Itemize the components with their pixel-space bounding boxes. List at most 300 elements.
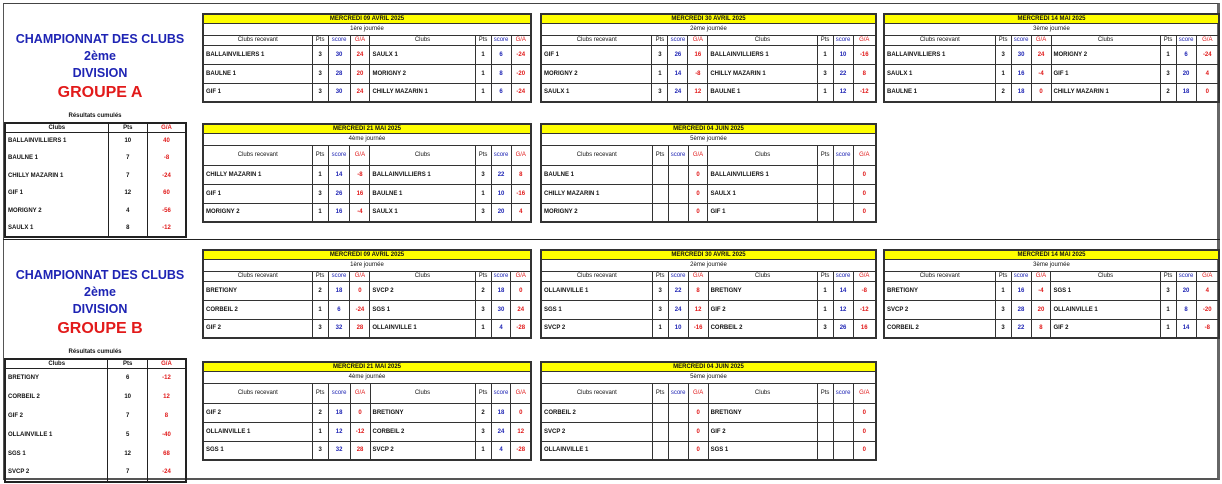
- col-score: score: [668, 35, 688, 45]
- club-pts: 5: [108, 425, 148, 444]
- col-clubs-recevant: Clubs recevant: [203, 145, 312, 165]
- away-score: 26: [833, 319, 853, 338]
- home-ga: 28: [350, 319, 370, 338]
- home-club: GIF 1: [203, 184, 312, 203]
- round-header-row: [541, 145, 876, 165]
- home-club: CORBEIL 2: [203, 300, 312, 319]
- home-club: GIF 2: [203, 403, 312, 422]
- home-club: BAULNE 1: [541, 165, 652, 184]
- home-ga: 12: [688, 83, 708, 102]
- home-score: 18: [1011, 83, 1031, 102]
- away-club: SAULX 1: [370, 203, 475, 222]
- club-name: CORBEIL 2: [5, 387, 108, 406]
- col-clubs: Clubs: [370, 35, 475, 45]
- home-club: BRETIGNY: [203, 281, 312, 300]
- standings-row: [5, 132, 186, 150]
- club-pts: 12: [108, 444, 148, 463]
- col-pts: Pts: [312, 35, 328, 45]
- title-line-2: DIVISION: [72, 302, 128, 316]
- home-ga: -4: [1031, 64, 1051, 83]
- home-pts: 3: [652, 281, 668, 300]
- away-club: SGS 1: [1051, 281, 1160, 300]
- col-ga: G/A: [147, 359, 186, 368]
- col-score: score: [491, 383, 511, 403]
- away-ga: -28: [511, 319, 531, 338]
- club-pts: 6: [108, 368, 148, 387]
- club-pts: 7: [108, 406, 148, 425]
- home-club: SVCP 2: [884, 300, 995, 319]
- match-row: [203, 300, 531, 319]
- away-ga: -20: [1196, 300, 1219, 319]
- home-ga: 12: [688, 300, 708, 319]
- away-club: BRETIGNY: [370, 403, 475, 422]
- round-header-row: [541, 271, 876, 281]
- away-club: OLLAINVILLE 1: [1051, 300, 1160, 319]
- cumulative-results-label: Résultats cumulés: [68, 349, 122, 355]
- club-ga: -56: [148, 202, 187, 220]
- home-score: 12: [328, 422, 350, 441]
- away-score: 10: [491, 184, 511, 203]
- away-club: MORIGNY 2: [370, 64, 475, 83]
- col-pts: Pts: [817, 383, 833, 403]
- home-score: 30: [328, 83, 350, 102]
- match-row: [541, 45, 876, 64]
- match-row: [203, 165, 531, 184]
- home-pts: 1: [652, 319, 668, 338]
- col-clubs-recevant: Clubs recevant: [541, 35, 652, 45]
- club-ga: 68: [147, 444, 186, 463]
- standings-row: [5, 463, 186, 482]
- col-clubs-recevant: Clubs recevant: [541, 271, 652, 281]
- championship-title: [4, 267, 196, 318]
- away-score: 18: [491, 403, 511, 422]
- away-ga: 0: [853, 203, 876, 222]
- home-score: 30: [1011, 45, 1031, 64]
- away-score: 22: [833, 64, 853, 83]
- home-ga: 16: [688, 45, 708, 64]
- standings-row: [5, 150, 186, 168]
- away-ga: 4: [1196, 64, 1219, 83]
- club-name: BAULNE 1: [5, 150, 108, 168]
- standings-table: [4, 358, 187, 483]
- standings-row: [5, 167, 186, 185]
- standings-row: [5, 220, 186, 238]
- home-score: 24: [668, 300, 688, 319]
- col-clubs-recevant: Clubs recevant: [203, 383, 312, 403]
- home-pts: 2: [312, 403, 328, 422]
- match-row: [203, 45, 531, 64]
- away-club: GIF 2: [1051, 319, 1160, 338]
- col-score: score: [491, 145, 511, 165]
- col-pts: Pts: [652, 271, 668, 281]
- home-club: GIF 2: [203, 319, 312, 338]
- col-score: score: [668, 271, 688, 281]
- home-score: [668, 184, 688, 203]
- col-pts: Pts: [817, 145, 833, 165]
- col-score: score: [668, 145, 688, 165]
- match-row: [541, 403, 876, 422]
- away-pts: 1: [475, 184, 491, 203]
- away-ga: 0: [853, 184, 876, 203]
- col-ga: G/A: [853, 35, 876, 45]
- home-pts: 1: [995, 281, 1011, 300]
- col-ga: G/A: [688, 383, 708, 403]
- col-clubs-recevant: Clubs recevant: [541, 145, 652, 165]
- home-pts: 2: [312, 281, 328, 300]
- away-ga: 0: [853, 422, 876, 441]
- away-score: 12: [833, 300, 853, 319]
- home-pts: 1: [995, 64, 1011, 83]
- away-pts: 1: [817, 281, 833, 300]
- round-header-row: [203, 35, 531, 45]
- away-score: 4: [491, 319, 511, 338]
- col-clubs-recevant: Clubs recevant: [541, 383, 652, 403]
- col-score: score: [1176, 35, 1196, 45]
- col-ga: G/A: [853, 145, 876, 165]
- away-ga: -24: [511, 45, 531, 64]
- match-row: [884, 281, 1219, 300]
- col-clubs: Clubs: [370, 383, 475, 403]
- away-ga: -8: [853, 281, 876, 300]
- match-row: [203, 203, 531, 222]
- away-score: 14: [1176, 319, 1196, 338]
- home-pts: 1: [312, 300, 328, 319]
- match-row: [203, 403, 531, 422]
- home-ga: -4: [350, 203, 370, 222]
- club-name: BRETIGNY: [5, 368, 108, 387]
- club-pts: 12: [108, 185, 147, 203]
- home-ga: 28: [350, 441, 370, 460]
- col-ga: G/A: [511, 35, 531, 45]
- round-table: [883, 13, 1220, 103]
- home-club: CORBEIL 2: [541, 403, 652, 422]
- away-score: [833, 422, 853, 441]
- col-pts: Pts: [312, 383, 328, 403]
- club-pts: 7: [108, 150, 147, 168]
- away-ga: -12: [853, 83, 876, 102]
- home-pts: 1: [312, 203, 328, 222]
- home-ga: 8: [1031, 319, 1051, 338]
- home-score: 30: [328, 45, 350, 64]
- club-ga: -12: [147, 368, 186, 387]
- standings-row: [5, 444, 186, 463]
- away-score: 10: [833, 45, 853, 64]
- col-ga: G/A: [688, 271, 708, 281]
- home-pts: 3: [312, 64, 328, 83]
- club-name: OLLAINVILLE 1: [5, 425, 108, 444]
- match-row: [203, 319, 531, 338]
- col-clubs: Clubs: [708, 145, 817, 165]
- home-score: 18: [328, 403, 350, 422]
- home-score: [668, 441, 688, 460]
- home-club: GIF 1: [541, 45, 652, 64]
- standings-row: [5, 368, 186, 387]
- home-ga: 24: [350, 83, 370, 102]
- home-ga: 24: [1031, 45, 1051, 64]
- standings-row: [5, 387, 186, 406]
- col-clubs: Clubs: [370, 271, 475, 281]
- club-ga: -12: [148, 220, 187, 238]
- home-club: CHILLY MAZARIN 1: [203, 165, 312, 184]
- col-score: score: [328, 145, 350, 165]
- group-name: GROUPE B: [57, 320, 143, 337]
- col-pts: Pts: [108, 123, 147, 132]
- away-pts: 3: [475, 300, 491, 319]
- round-table: [202, 249, 532, 339]
- club-name: MORIGNY 2: [5, 202, 108, 220]
- home-score: 22: [1011, 319, 1031, 338]
- home-club: SAULX 1: [541, 83, 652, 102]
- match-row: [203, 441, 531, 460]
- away-score: 14: [833, 281, 853, 300]
- col-pts: Pts: [475, 35, 491, 45]
- away-club: BAULNE 1: [370, 184, 475, 203]
- club-pts: 10: [108, 132, 147, 150]
- col-clubs: Clubs: [1051, 35, 1160, 45]
- match-row: [884, 45, 1219, 64]
- group-name: GROUPE A: [57, 84, 143, 101]
- round-date: MERCREDI 14 MAI 2025: [884, 14, 1219, 23]
- away-club: BALLAINVILLIERS 1: [370, 165, 475, 184]
- away-pts: 1: [817, 83, 833, 102]
- col-ga: G/A: [511, 145, 531, 165]
- home-club: SGS 1: [203, 441, 312, 460]
- match-row: [884, 319, 1219, 338]
- home-ga: -4: [1031, 281, 1051, 300]
- col-score: score: [328, 271, 350, 281]
- match-row: [541, 300, 876, 319]
- away-club: GIF 1: [1051, 64, 1160, 83]
- cumulative-results-label: Résultats cumulés: [68, 113, 122, 119]
- home-club: BALLAINVILLIERS 1: [203, 45, 312, 64]
- club-ga: 60: [148, 185, 187, 203]
- round-header-row: [203, 145, 531, 165]
- home-club: SVCP 2: [541, 422, 652, 441]
- home-club: MORIGNY 2: [203, 203, 312, 222]
- home-ga: 20: [1031, 300, 1051, 319]
- away-score: [833, 184, 853, 203]
- standings-row: [5, 185, 186, 203]
- club-ga: -8: [148, 150, 187, 168]
- home-score: [668, 165, 688, 184]
- match-row: [884, 64, 1219, 83]
- match-row: [203, 184, 531, 203]
- col-ga: G/A: [688, 145, 708, 165]
- round-date: MERCREDI 09 AVRIL 2025: [203, 250, 531, 259]
- away-club: GIF 2: [708, 422, 817, 441]
- club-name: GIF 2: [5, 406, 108, 425]
- round-journee: 3ème journée: [884, 259, 1219, 271]
- standings-row: [5, 202, 186, 220]
- home-ga: -8: [688, 64, 708, 83]
- away-club: BRETIGNY: [708, 281, 817, 300]
- col-ga: G/A: [1196, 35, 1219, 45]
- away-club: OLLAINVILLE 1: [370, 319, 475, 338]
- match-row: [541, 319, 876, 338]
- home-ga: 0: [1031, 83, 1051, 102]
- away-ga: -24: [1196, 45, 1219, 64]
- col-pts: Pts: [1160, 35, 1176, 45]
- away-club: CORBEIL 2: [708, 319, 817, 338]
- away-ga: 4: [1196, 281, 1219, 300]
- away-ga: 16: [853, 319, 876, 338]
- col-score: score: [833, 271, 853, 281]
- club-pts: 7: [108, 167, 147, 185]
- col-clubs-recevant: Clubs recevant: [203, 35, 312, 45]
- away-ga: 0: [511, 281, 531, 300]
- round-date: MERCREDI 04 JUIN 2025: [541, 124, 876, 133]
- home-club: BAULNE 1: [884, 83, 995, 102]
- match-row: [541, 64, 876, 83]
- away-pts: 1: [1160, 319, 1176, 338]
- col-ga: G/A: [511, 383, 531, 403]
- col-ga: G/A: [350, 35, 370, 45]
- col-ga: G/A: [1196, 271, 1219, 281]
- home-score: [668, 403, 688, 422]
- match-row: [884, 83, 1219, 102]
- away-pts: 1: [475, 83, 491, 102]
- home-pts: [652, 422, 668, 441]
- title-line-1: CHAMPIONNAT DES CLUBS 2ème: [15, 268, 185, 299]
- away-pts: [817, 165, 833, 184]
- home-score: 16: [1011, 64, 1031, 83]
- col-clubs-recevant: Clubs recevant: [884, 271, 995, 281]
- away-ga: -28: [511, 441, 531, 460]
- home-club: CHILLY MAZARIN 1: [541, 184, 652, 203]
- club-ga: 8: [147, 406, 186, 425]
- club-pts: 4: [108, 202, 147, 220]
- away-pts: 1: [817, 300, 833, 319]
- away-ga: -20: [511, 64, 531, 83]
- match-row: [541, 83, 876, 102]
- home-club: OLLAINVILLE 1: [541, 281, 652, 300]
- club-ga: -40: [147, 425, 186, 444]
- away-ga: 4: [511, 203, 531, 222]
- home-ga: -24: [350, 300, 370, 319]
- round-date: MERCREDI 30 AVRIL 2025: [541, 250, 876, 259]
- club-name: GIF 1: [5, 185, 108, 203]
- away-pts: [817, 441, 833, 460]
- away-club: BAULNE 1: [708, 83, 817, 102]
- away-pts: 2: [1160, 83, 1176, 102]
- col-ga: G/A: [1031, 35, 1051, 45]
- home-pts: 3: [312, 184, 328, 203]
- group-divider: [3, 239, 1220, 240]
- away-club: GIF 2: [708, 300, 817, 319]
- away-club: CHILLY MAZARIN 1: [1051, 83, 1160, 102]
- away-pts: 2: [475, 281, 491, 300]
- home-club: CORBEIL 2: [884, 319, 995, 338]
- club-ga: 12: [147, 387, 186, 406]
- away-ga: 0: [1196, 83, 1219, 102]
- match-row: [541, 422, 876, 441]
- away-pts: [817, 203, 833, 222]
- col-ga: G/A: [853, 383, 876, 403]
- home-club: SAULX 1: [884, 64, 995, 83]
- away-score: 24: [491, 422, 511, 441]
- club-ga: -24: [147, 463, 186, 482]
- home-score: [668, 203, 688, 222]
- col-pts: Pts: [652, 383, 668, 403]
- away-ga: -8: [1196, 319, 1219, 338]
- home-club: GIF 1: [203, 83, 312, 102]
- col-score: score: [328, 35, 350, 45]
- away-score: 6: [1176, 45, 1196, 64]
- away-ga: 24: [511, 300, 531, 319]
- away-score: 18: [1176, 83, 1196, 102]
- home-ga: 20: [350, 64, 370, 83]
- round-journee: 5ème journée: [541, 133, 876, 145]
- away-ga: 8: [511, 165, 531, 184]
- away-score: 8: [1176, 300, 1196, 319]
- home-pts: 3: [652, 83, 668, 102]
- away-pts: 1: [475, 319, 491, 338]
- away-score: 30: [491, 300, 511, 319]
- away-score: [833, 165, 853, 184]
- col-pts: Pts: [817, 35, 833, 45]
- away-score: 22: [491, 165, 511, 184]
- match-row: [203, 422, 531, 441]
- home-ga: 0: [350, 403, 370, 422]
- home-pts: 3: [995, 45, 1011, 64]
- home-club: BAULNE 1: [203, 64, 312, 83]
- home-pts: 1: [312, 165, 328, 184]
- club-pts: 7: [108, 463, 148, 482]
- col-pts: Pts: [475, 145, 491, 165]
- away-club: BALLAINVILLIERS 1: [708, 165, 817, 184]
- away-pts: 3: [475, 165, 491, 184]
- home-ga: 0: [688, 203, 708, 222]
- col-pts: Pts: [475, 383, 491, 403]
- home-score: 28: [328, 64, 350, 83]
- round-journee: 2ème journée: [541, 259, 876, 271]
- col-ga: G/A: [350, 145, 370, 165]
- away-ga: -24: [511, 83, 531, 102]
- home-score: 16: [1011, 281, 1031, 300]
- col-clubs-recevant: Clubs recevant: [884, 35, 995, 45]
- col-score: score: [833, 35, 853, 45]
- round-date: MERCREDI 09 AVRIL 2025: [203, 14, 531, 23]
- match-row: [541, 184, 876, 203]
- col-score: score: [1176, 271, 1196, 281]
- home-score: 16: [328, 203, 350, 222]
- away-ga: 0: [853, 403, 876, 422]
- away-pts: 3: [475, 422, 491, 441]
- away-pts: 3: [1160, 281, 1176, 300]
- home-club: BALLAINVILLIERS 1: [884, 45, 995, 64]
- away-pts: [817, 184, 833, 203]
- match-row: [541, 203, 876, 222]
- away-pts: 1: [475, 64, 491, 83]
- col-ga: G/A: [350, 271, 370, 281]
- home-ga: 8: [688, 281, 708, 300]
- round-header-row: [541, 383, 876, 403]
- club-pts: 10: [108, 387, 148, 406]
- col-score: score: [833, 383, 853, 403]
- round-header-row: [203, 271, 531, 281]
- away-club: CHILLY MAZARIN 1: [708, 64, 817, 83]
- col-clubs: Clubs: [708, 271, 817, 281]
- home-club: MORIGNY 2: [541, 203, 652, 222]
- away-pts: 2: [475, 403, 491, 422]
- away-club: SAULX 1: [370, 45, 475, 64]
- home-club: SGS 1: [541, 300, 652, 319]
- round-table: [202, 361, 532, 461]
- home-club: OLLAINVILLE 1: [203, 422, 312, 441]
- away-club: SGS 1: [708, 441, 817, 460]
- away-club: BALLAINVILLIERS 1: [708, 45, 817, 64]
- round-table: [883, 249, 1220, 339]
